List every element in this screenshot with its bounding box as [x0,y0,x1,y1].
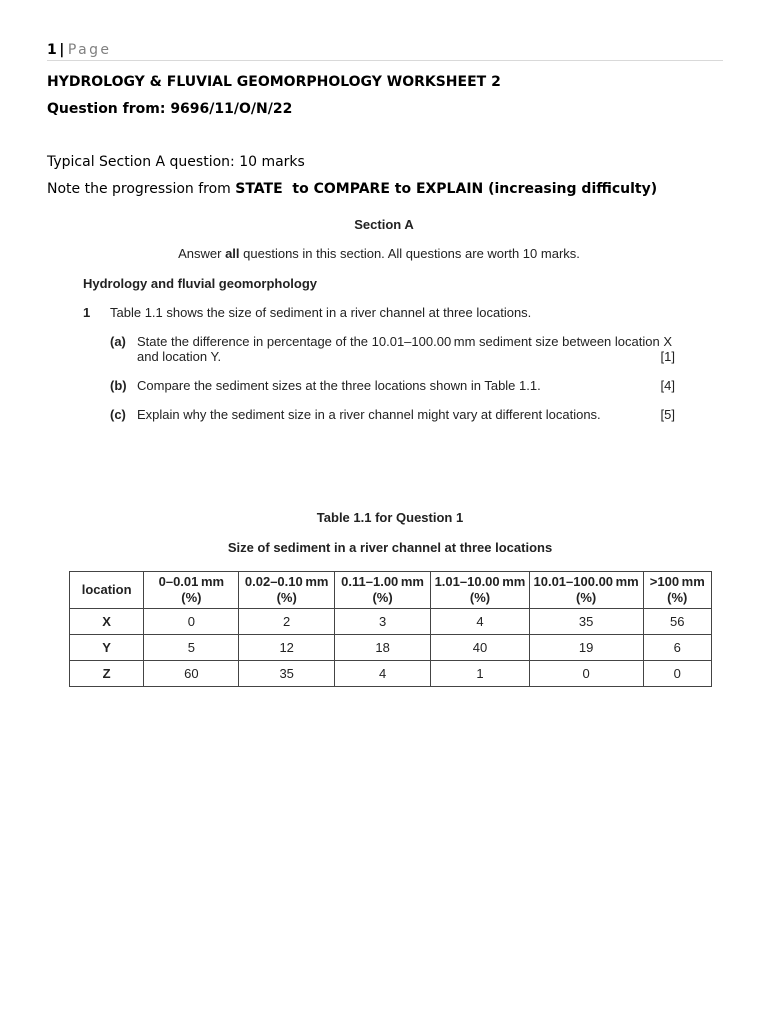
table-cell: 56 [643,609,711,635]
table-cell: 4 [431,609,529,635]
table-cell: 19 [529,635,643,661]
header-unit: (%) [181,590,202,605]
column-header [239,572,334,609]
header-text: 0.02–0.10 mm [244,574,329,589]
table-cell: 5 [144,635,239,661]
part-c-mark: [5] [660,407,675,422]
page-label: Page [67,42,112,58]
header-unit: (%) [576,590,597,605]
worksheet-title: HYDROLOGY & FLUVIAL GEOMORPHOLOGY WORKSHEET 2 [47,74,501,90]
table-cell: 2 [239,609,334,635]
header-divider [47,60,723,61]
table-cell: Z [70,661,144,687]
sediment-table [69,571,712,687]
part-b-mark: [4] [660,378,675,393]
instruction-bold: all [225,246,240,261]
page-number: 1 [47,42,58,58]
table-cell: 1 [431,661,529,687]
column-header [431,572,529,609]
table-cell: 0 [529,661,643,687]
column-header [643,572,711,609]
page-separator: | [59,42,65,58]
table-cell: 12 [239,635,334,661]
table-cell: 3 [334,609,430,635]
page-header [47,42,111,58]
part-c-text: Explain why the sediment size in a river channel might vary at different locations. [137,407,601,422]
table-cell: 40 [431,635,529,661]
table-cell: Y [70,635,144,661]
progression-note-rest: to COMPARE to EXPLAIN (increasing difficulty) [282,181,658,197]
header-unit: (%) [372,590,393,605]
table-cell: 35 [239,661,334,687]
table-row [70,661,712,687]
table-cell: 18 [334,635,430,661]
typical-question-note: Typical Section A question: 10 marks [47,154,305,170]
header-text: >100 mm [649,574,705,589]
column-header [144,572,239,609]
table-cell: 60 [144,661,239,687]
part-b-label: (b) [110,378,127,393]
instruction-pre: Answer [178,246,226,261]
header-text: 10.01–100.00 mm [533,574,639,589]
part-a-text: State the difference in percentage of the 10.01–100.00 mm sediment size between location X and location Y. [137,334,672,364]
table-cell: 4 [334,661,430,687]
topic-heading: Hydrology and fluvial geomorphology [83,276,318,291]
part-a-mark: [1] [660,349,675,364]
table-cell: 6 [643,635,711,661]
table-cell: 0 [643,661,711,687]
table-row [70,609,712,635]
column-header [334,572,430,609]
header-unit: (%) [469,590,491,605]
question-text: Table 1.1 shows the size of sediment in a river channel at three locations. [110,305,532,320]
part-b-text: Compare the sediment sizes at the three locations shown in Table 1.1. [137,378,541,393]
question-source: Question from: 9696/11/O/N/22 [47,101,293,117]
header-text: location [81,582,132,597]
instruction-post: questions in this section. All questions are worth 10 marks. [239,246,580,261]
header-text: 1.01–10.00 mm [434,574,526,589]
table-header-row [70,572,712,609]
part-a-label: (a) [110,334,126,349]
part-c-label: (c) [110,407,126,422]
progression-note-prefix: Note the progression from [47,181,236,197]
table-caption: Table 1.1 for Question 1 [316,510,464,525]
progression-note [47,181,657,197]
header-unit: (%) [276,590,297,605]
table-subcaption: Size of sediment in a river channel at three locations [227,540,553,555]
section-heading: Section A [354,217,414,232]
section-instructions [0,246,758,261]
question-number: 1 [83,305,91,320]
table-row [70,635,712,661]
column-header [529,572,643,609]
header-text: 0–0.01 mm [158,574,225,589]
table-cell: 35 [529,609,643,635]
header-text: 0.11–1.00 mm [341,574,424,589]
column-header-location [70,572,144,609]
progression-note-state: STATE [235,181,283,197]
table-cell: X [70,609,144,635]
table-cell: 0 [144,609,239,635]
header-unit: (%) [667,590,688,605]
